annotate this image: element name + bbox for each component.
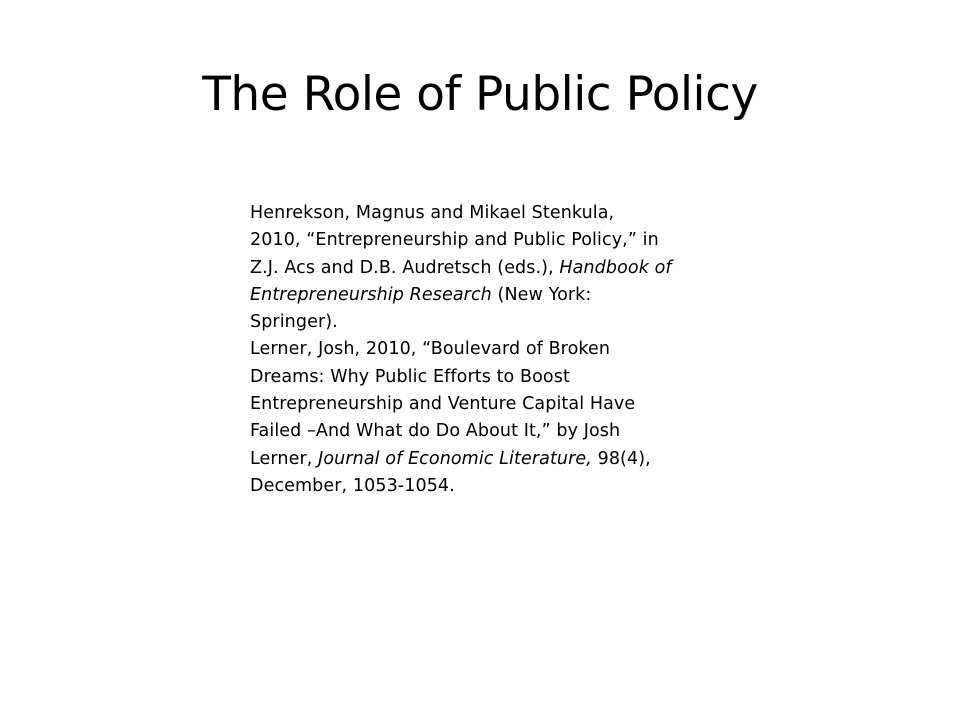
reference-1-publisher-place: (New York: <box>491 284 592 305</box>
reference-1-line-5: Springer). <box>250 312 338 333</box>
reference-1-editors: Z.J. Acs and D.B. Audretsch (eds.), <box>250 257 560 278</box>
slide-title: The Role of Public Policy <box>202 67 758 122</box>
reference-1-line-1: Henrekson, Magnus and Mikael Stenkula, <box>250 203 615 223</box>
reference-1-line-4 <box>250 282 720 309</box>
reference-1-line-2: 2010, “Entrepreneurship and Public Policy,” in <box>250 230 659 251</box>
reference-list <box>250 200 720 500</box>
reference-2-author: Lerner, <box>250 448 319 469</box>
reference-2-line-1: Lerner, Josh, 2010, “Boulevard of Broken <box>250 339 611 360</box>
reference-2-line-4: Failed –And What do Do About It,” by Josh <box>250 421 621 442</box>
reference-1-line-3 <box>250 255 720 282</box>
reference-2-volume: 98(4), <box>591 448 651 469</box>
reference-2-line-2: Dreams: Why Public Efforts to Boost <box>250 366 570 387</box>
reference-2-journal-title: Journal of Economic Literature, <box>318 448 592 469</box>
reference-2-line-5 <box>250 446 720 473</box>
reference-1-book-title-part-1: Handbook of <box>559 257 672 278</box>
reference-2-line-3: Entrepreneurship and Venture Capital Have <box>250 394 636 415</box>
reference-1-book-title-part-2: Entrepreneurship Research <box>250 284 492 305</box>
reference-2-line-6: December, 1053-1054. <box>250 475 455 496</box>
